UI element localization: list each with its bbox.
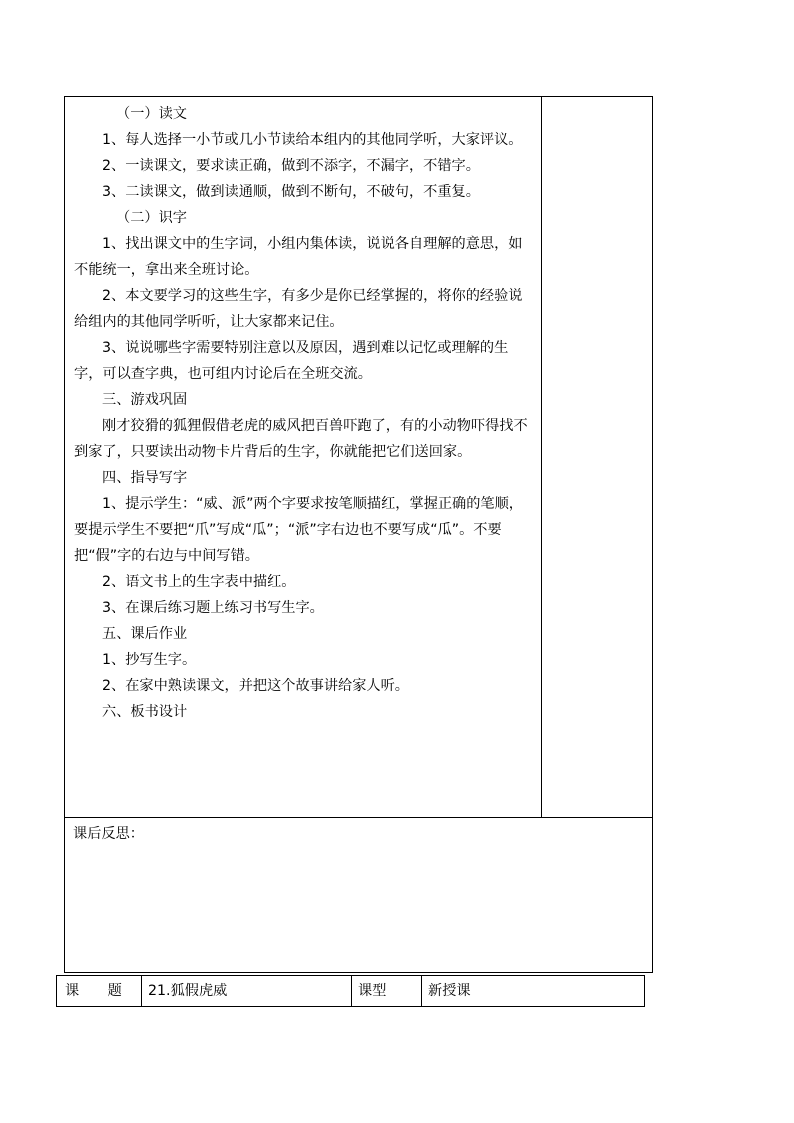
section-heading-board: 六、板书设计 bbox=[102, 704, 188, 720]
paragraph: 2、在家中熟读课文，并把这个故事讲给家人听。 bbox=[102, 678, 409, 694]
type-value: 新授课 bbox=[421, 976, 645, 1006]
paragraph: 1、每人选择一小节或几小节读给本组内的其他同学听，大家评议。 bbox=[102, 132, 523, 148]
section-heading-writing: 四、指导写字 bbox=[102, 470, 188, 486]
reflection-divider bbox=[65, 817, 652, 818]
lesson-content bbox=[74, 101, 536, 725]
section-heading-homework: 五、课后作业 bbox=[102, 626, 188, 642]
paragraph: 3、二读课文，做到读通顺，做到不断句，不破句，不重复。 bbox=[102, 184, 480, 200]
paragraph: 2、一读课文，要求读正确，做到不添字，不漏字，不错字。 bbox=[102, 158, 480, 174]
lesson-info-row bbox=[56, 975, 645, 1007]
paragraph: 2、语文书上的生字表中描红。 bbox=[102, 574, 296, 590]
topic-value: 21.狐假虎威 bbox=[141, 976, 351, 1006]
topic-label: 课 题 bbox=[65, 983, 122, 999]
paragraph: 3、说说哪些字需要特别注意以及原因，遇到难以记忆或理解的生字，可以查字典，也可组内讨论后在全班交流。 bbox=[74, 340, 509, 382]
section-heading-literacy: （二）识字 bbox=[116, 210, 187, 226]
paragraph: 1、抄写生字。 bbox=[102, 652, 197, 668]
paragraph: 1、提示学生：“威、派”两个字要求按笔顺描红，掌握正确的笔顺，要提示学生不要把“爪”写成“瓜”；“派”字右边也不要写成“瓜”。不要把“假”字的右边与中间写错。 bbox=[74, 496, 523, 564]
lesson-plan-table bbox=[64, 96, 653, 973]
section-heading-game: 三、游戏巩固 bbox=[102, 392, 188, 408]
section-heading-reading: （一）读文 bbox=[116, 106, 187, 122]
paragraph: 2、本文要学习的这些生字，有多少是你已经掌握的，将你的经验说给组内的其他同学听听，让大家都来记住。 bbox=[74, 288, 523, 330]
paragraph: 1、找出课文中的生字词，小组内集体读，说说各自理解的意思，如不能统一，拿出来全班讨论。 bbox=[74, 236, 523, 278]
right-column-divider bbox=[541, 97, 542, 817]
type-label: 课型 bbox=[351, 976, 421, 1006]
paragraph: 3、在课后练习题上练习书写生字。 bbox=[102, 600, 324, 616]
paragraph: 刚才狡猾的狐狸假借老虎的威风把百兽吓跑了，有的小动物吓得找不到家了，只要读出动物卡片背后的生字，你就能把它们送回家。 bbox=[74, 418, 528, 460]
reflection-label: 课后反思： bbox=[73, 826, 144, 842]
